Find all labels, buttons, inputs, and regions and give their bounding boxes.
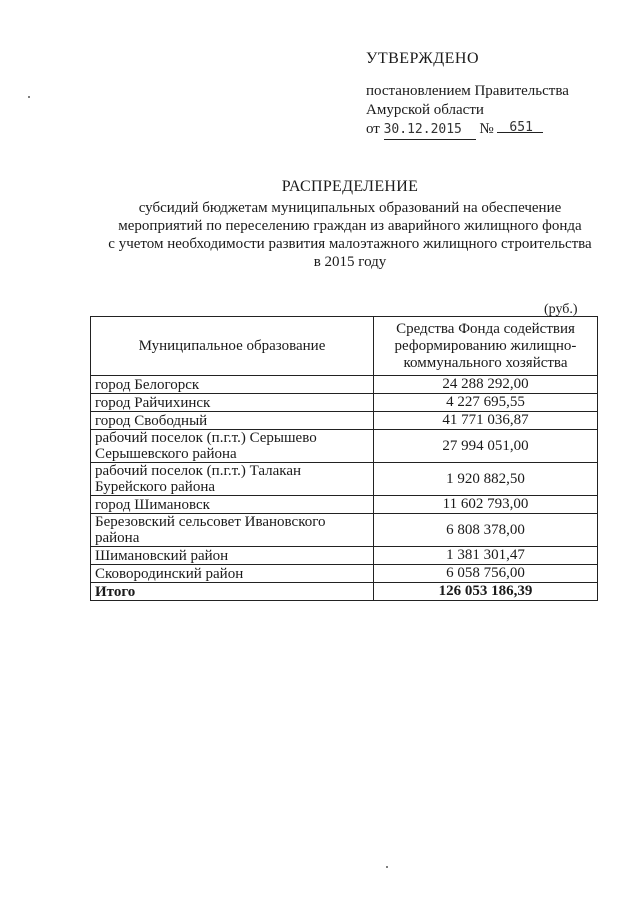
- scan-speck: [386, 866, 388, 868]
- approval-date-line: [366, 120, 616, 140]
- subsidy-amount: 1 920 882,50: [374, 463, 598, 496]
- municipality-name: город Белогорск: [91, 376, 374, 394]
- table-row: [91, 514, 598, 547]
- municipality-name: рабочий поселок (п.г.т.) Талакан Бурейского района: [91, 463, 374, 496]
- table-row: [91, 496, 598, 514]
- table-row: [91, 463, 598, 496]
- heading-line: в 2015 году: [313, 254, 387, 270]
- table-row: [91, 412, 598, 430]
- table-row: [91, 376, 598, 394]
- subsidy-amount: 11 602 793,00: [374, 496, 598, 514]
- approval-number: 651: [509, 120, 533, 135]
- total-label: Итого: [91, 583, 374, 601]
- table-row: [91, 565, 598, 583]
- total-amount: 126 053 186,39: [374, 583, 598, 601]
- table-total-row: [91, 583, 598, 601]
- date-underline: [384, 120, 476, 140]
- municipality-name: Березовский сельсовет Ивановского района: [91, 514, 374, 547]
- subsidy-amount: 24 288 292,00: [374, 376, 598, 394]
- approval-region: Амурской области: [366, 102, 484, 118]
- subsidy-amount: 1 381 301,47: [374, 547, 598, 565]
- column-header-municipality: Муниципальное образование: [91, 317, 374, 376]
- municipality-name: город Райчихинск: [91, 394, 374, 412]
- municipality-name: Шимановский район: [91, 547, 374, 565]
- subsidy-amount: 41 771 036,87: [374, 412, 598, 430]
- municipality-name: Сковородинский район: [91, 565, 374, 583]
- subsidy-amount: 6 058 756,00: [374, 565, 598, 583]
- municipality-name: город Шимановск: [91, 496, 374, 514]
- approval-title: УТВЕРЖДЕНО: [366, 50, 480, 67]
- number-underline: [497, 120, 543, 135]
- municipality-name: город Свободный: [91, 412, 374, 430]
- scan-speck: [28, 96, 30, 98]
- heading-line: с учетом необходимости развития малоэтажного жилищного строительства: [108, 236, 592, 252]
- heading-line: субсидий бюджетам муниципальных образований на обеспечение: [138, 200, 562, 216]
- number-prefix: №: [479, 121, 494, 137]
- document-heading: [80, 178, 620, 271]
- table-header-row: [91, 317, 598, 376]
- heading-line: мероприятий по переселению граждан из аварийного жилищного фонда: [118, 218, 582, 234]
- document-title: РАСПРЕДЕЛЕНИЕ: [281, 178, 419, 195]
- approval-block: [366, 50, 616, 140]
- subsidy-amount: 6 808 378,00: [374, 514, 598, 547]
- currency-unit: (руб.): [544, 302, 578, 317]
- table-row: [91, 547, 598, 565]
- table-row: [91, 430, 598, 463]
- subsidy-amount: 4 227 695,55: [374, 394, 598, 412]
- date-prefix: от: [366, 121, 380, 137]
- column-header-fund: Средства Фонда содействия реформированию жилищно-коммунального хозяйства: [374, 317, 598, 376]
- approval-date: 30.12.2015: [383, 122, 462, 137]
- approval-authority: постановлением Правительства: [366, 83, 569, 99]
- municipality-name: рабочий поселок (п.г.т.) Серышево Серышевского района: [91, 430, 374, 463]
- distribution-table: [90, 316, 598, 601]
- subsidy-amount: 27 994 051,00: [374, 430, 598, 463]
- table-row: [91, 394, 598, 412]
